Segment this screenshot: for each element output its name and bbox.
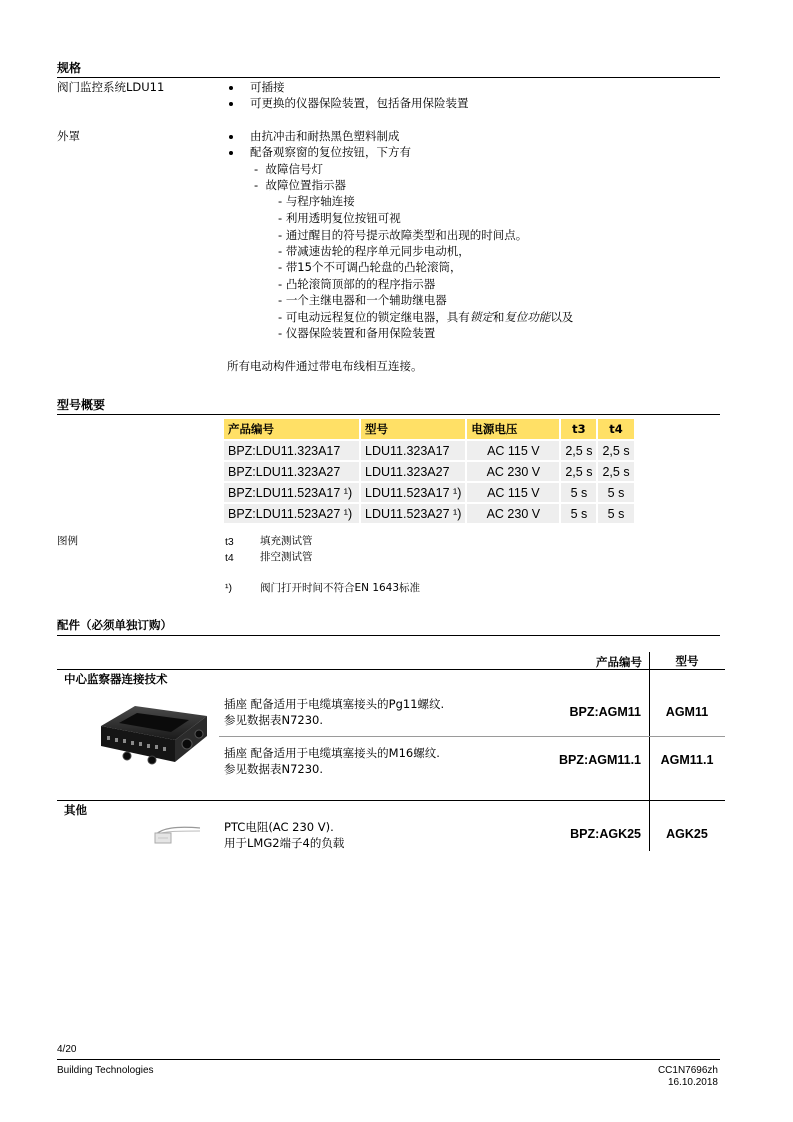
table-cell: 2,5 s [561,462,596,481]
accessory-desc-line1: 插座 配备适用于电缆填塞接头的M16螺纹. [224,746,440,760]
footer-rule [57,1059,720,1060]
footer-company: Building Technologies [57,1065,154,1076]
table-cell: 5 s [598,483,633,502]
spec-item-label-housing: 外罩 [57,129,80,143]
table-cell: AC 115 V [467,483,559,502]
table-cell: LDU11.523A17 ¹) [361,483,465,502]
spec-sub-item: - 仪器保险装置和备用保险装置 [278,326,436,340]
legend-text-t4: 排空测试管 [260,551,313,563]
legend-label: 图例 [57,535,78,547]
column-header-t3: t3 [561,419,596,439]
accessory-product-code: BPZ:AGM11 [569,705,641,719]
table-cell: AC 230 V [467,462,559,481]
accessories-rule [57,635,720,636]
table-cell: BPZ:LDU11.323A27 [224,462,359,481]
accessory-desc-line2: 用于LMG2端子4的负载 [224,836,345,850]
group-heading-other: 其他 [64,803,87,817]
bullet-icon [229,135,233,139]
group-heading-connection: 中心监察器连接技术 [64,672,168,686]
spec-sub-item: - 一个主继电器和一个辅助继电器 [278,293,447,307]
table-cell: 2,5 s [598,441,633,460]
footer-doc-id: CC1N7696zh [657,1065,718,1076]
accessories-heading: 配件（必须单独订购） [57,618,172,632]
accessory-type: AGM11 [665,705,709,719]
spec-sub-item-lock-relay: - 可电动远程复位的锁定继电器，具有锁定和复位功能以及 [278,310,574,324]
column-header-t4: t4 [598,419,633,439]
spec-sub-item: - 带15个不可调凸轮盘的凸轮滚筒， [278,260,462,274]
legend-text-t3: 填充测试管 [260,535,313,547]
spec-sub-item: - 通过醒目的符号提示故障类型和出现的时间点。 [278,228,528,242]
legend-key-t4: t4 [225,552,234,564]
table-cell: BPZ:LDU11.323A17 [224,441,359,460]
accessories-group-rule [57,800,725,801]
column-header-product-no: 产品编号 [596,655,642,669]
overview-rule [57,414,720,415]
table-cell: LDU11.323A27 [361,462,465,481]
table-cell: LDU11.523A27 ¹) [361,504,465,523]
model-overview-table [222,417,636,525]
spec-bullet: 由抗冲击和耐热黑色塑料制成 [250,129,400,143]
table-row [224,483,634,502]
accessory-desc-line2: 参见数据表N7230. [224,762,324,776]
table-header-row [224,419,634,439]
footnote-text: 阀门打开时间不符合EN 1643标准 [260,582,421,594]
table-cell: AC 230 V [467,504,559,523]
column-header-voltage: 电源电压 [467,419,559,439]
footer-date: 16.10.2018 [667,1077,718,1088]
spec-bullet: 可更换的仪器保险装置，包括备用保险装置 [250,96,469,110]
table-cell: BPZ:LDU11.523A27 ¹) [224,504,359,523]
page-number: 4/20 [57,1044,77,1055]
accessory-product-code: BPZ:AGM11.1 [559,753,641,767]
accessory-row-divider [219,736,725,737]
spec-dash-item: - 故障位置指示器 [254,178,346,192]
spec-item-label-ldu11: 阀门监控系统LDU11 [57,80,165,94]
spec-sub-item: - 凸轮滚筒顶部的的程序指示器 [278,277,436,291]
table-row [224,504,634,523]
accessory-type: AGM11.1 [660,753,714,767]
spec-bullet: 配备观察窗的复位按钮，下方有 [250,145,411,159]
spec-dash-item: - 故障信号灯 [254,162,323,176]
accessories-table-top-rule [57,669,725,670]
table-cell: 5 s [561,504,596,523]
table-cell: 2,5 s [598,462,633,481]
agk25-resistor-image [152,822,208,848]
specs-rule [57,77,720,78]
column-header-product-no: 产品编号 [224,419,359,439]
table-cell: 5 s [598,504,633,523]
spec-paragraph: 所有电动构件通过带电布线相互连接。 [227,359,423,373]
spec-sub-item: - 与程序轴连接 [278,194,355,208]
spec-bullet: 可插接 [250,80,285,94]
agm11-socket-image [97,690,209,772]
accessory-product-code: BPZ:AGK25 [570,827,641,841]
table-cell: 5 s [561,483,596,502]
spec-sub-item: - 带减速齿轮的程序单元同步电动机， [278,244,470,258]
footnote-key: ¹) [225,582,232,594]
table-cell: LDU11.323A17 [361,441,465,460]
column-divider [649,652,650,851]
table-row [224,441,634,460]
legend-key-t3: t3 [225,536,234,548]
bullet-icon [229,86,233,90]
column-header-type: 型号 [361,419,465,439]
table-cell: 2,5 s [561,441,596,460]
spec-sub-item: - 利用透明复位按钮可视 [278,211,401,225]
accessory-desc-line1: 插座 配备适用于电缆填塞接头的Pg11螺纹. [224,697,445,711]
bullet-icon [229,102,233,106]
specs-heading: 规格 [57,61,82,75]
accessory-desc-line1: PTC电阻(AC 230 V). [224,820,334,834]
column-header-type: 型号 [675,654,699,668]
table-row [224,462,634,481]
table-cell: AC 115 V [467,441,559,460]
table-cell: BPZ:LDU11.523A17 ¹) [224,483,359,502]
accessory-type: AGK25 [666,827,708,841]
bullet-icon [229,151,233,155]
accessory-desc-line2: 参见数据表N7230. [224,713,324,727]
overview-heading: 型号概要 [57,398,106,412]
